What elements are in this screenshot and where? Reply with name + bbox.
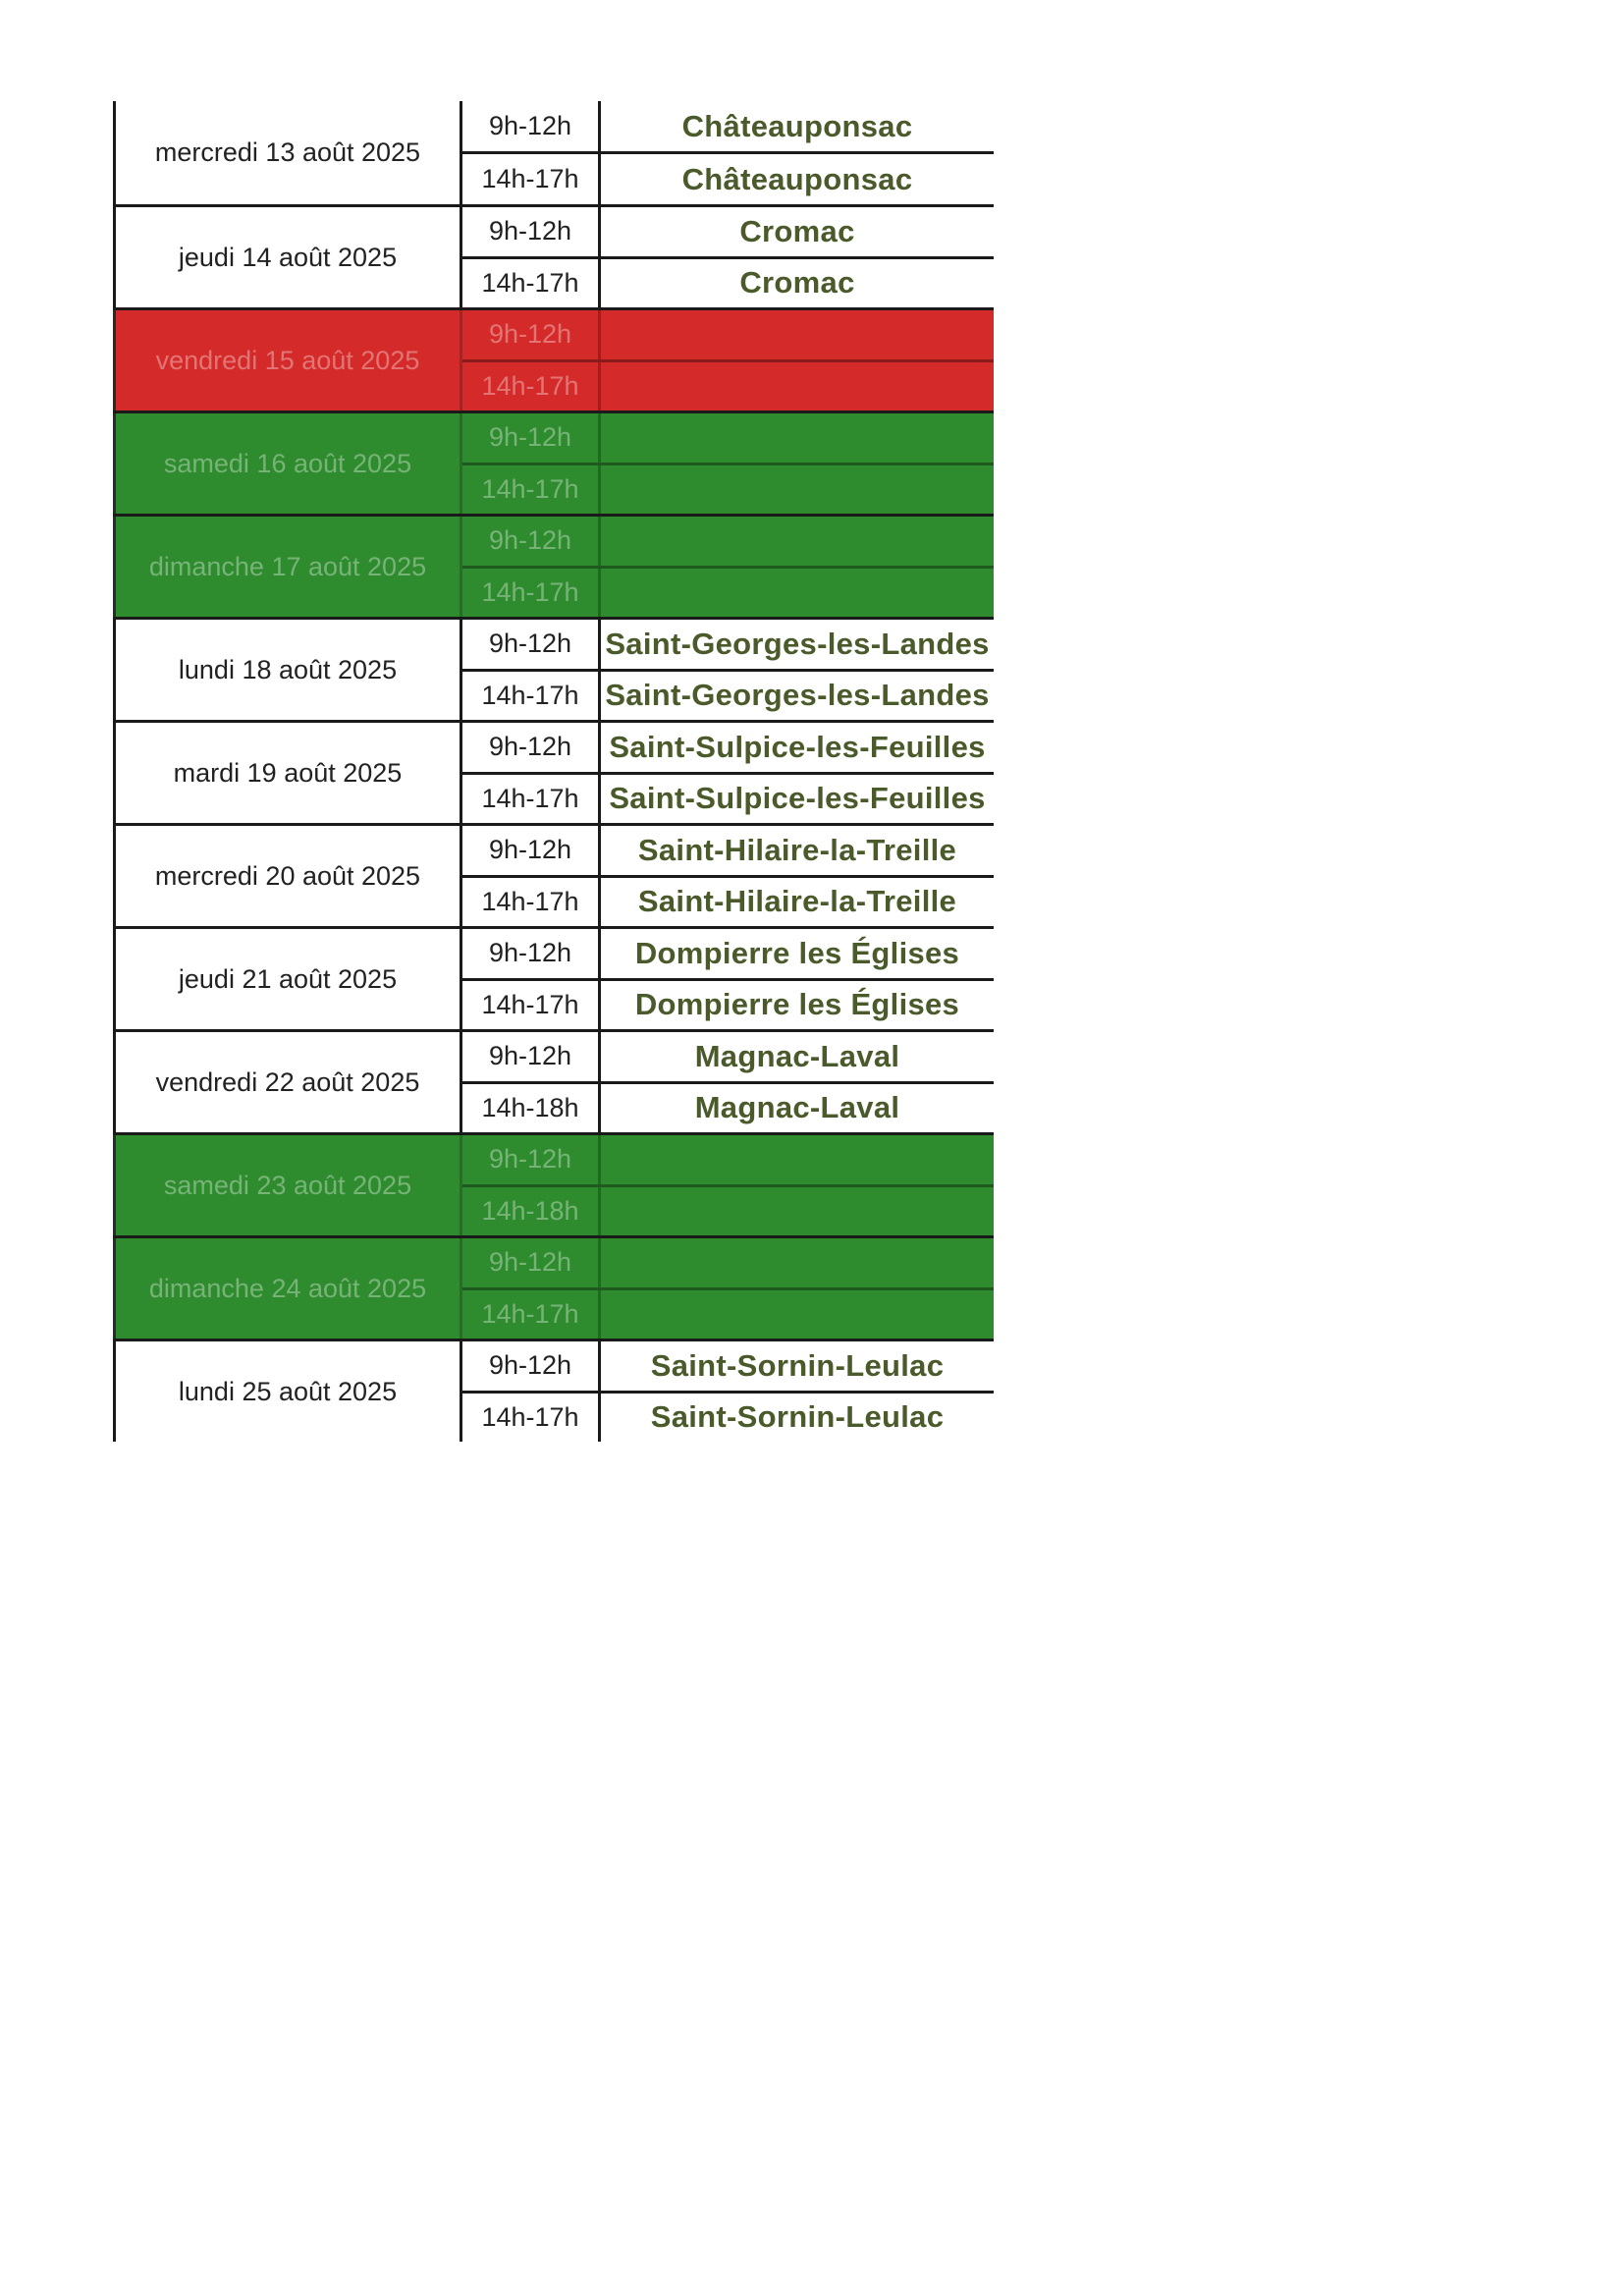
day-row <box>113 1339 994 1442</box>
day-slots <box>462 1238 994 1339</box>
slot-time: 14h-17h <box>462 569 601 618</box>
day-slots <box>462 101 994 204</box>
time-slot <box>462 620 994 672</box>
time-slot <box>462 929 994 981</box>
slot-time: 14h-17h <box>462 154 601 204</box>
slot-place: Châteauponsac <box>681 108 913 143</box>
slot-place: Saint-Georges-les-Landes <box>605 626 990 661</box>
day-row <box>113 617 994 720</box>
day-date: lundi 25 août 2025 <box>113 1341 462 1442</box>
slot-time: 14h-17h <box>462 1394 601 1443</box>
slot-time: 9h-12h <box>462 1032 601 1081</box>
day-slots <box>462 1341 994 1442</box>
day-slots <box>462 207 994 307</box>
slot-time: 9h-12h <box>462 826 601 875</box>
slot-time: 14h-17h <box>462 981 601 1030</box>
slot-place: Dompierre les Églises <box>634 935 960 970</box>
time-slot <box>462 1032 994 1084</box>
slot-time: 14h-17h <box>462 672 601 721</box>
slot-place: Saint-Sornin-Leulac <box>650 1399 945 1435</box>
time-slot <box>462 1238 994 1290</box>
slot-place: Magnac-Laval <box>694 1090 900 1125</box>
slot-time: 9h-12h <box>462 1341 601 1391</box>
slot-time: 9h-12h <box>462 517 601 566</box>
slot-time: 9h-12h <box>462 101 601 151</box>
slot-place <box>601 569 994 618</box>
time-slot <box>462 1290 994 1339</box>
day-slots <box>462 310 994 410</box>
time-slot <box>462 723 994 775</box>
slot-place: Cromac <box>739 213 855 248</box>
day-slots <box>462 826 994 926</box>
time-slot <box>462 1341 994 1394</box>
day-slots <box>462 1032 994 1132</box>
time-slot <box>462 259 994 308</box>
time-slot <box>462 101 994 154</box>
time-slot <box>462 826 994 878</box>
slot-time: 14h-17h <box>462 775 601 824</box>
day-row <box>113 1132 994 1235</box>
slot-place: Saint-Hilaire-la-Treille <box>637 884 957 919</box>
day-row <box>113 101 994 204</box>
day-date: samedi 16 août 2025 <box>113 413 462 514</box>
day-date: vendredi 22 août 2025 <box>113 1032 462 1132</box>
time-slot <box>462 775 994 824</box>
day-date: lundi 18 août 2025 <box>113 620 462 720</box>
slot-place: Saint-Sornin-Leulac <box>650 1347 945 1383</box>
schedule-table <box>113 101 994 1442</box>
time-slot <box>462 878 994 927</box>
slot-place: Magnac-Laval <box>694 1038 900 1073</box>
day-slots <box>462 517 994 617</box>
day-row <box>113 204 994 307</box>
day-date: mercredi 20 août 2025 <box>113 826 462 926</box>
slot-place <box>601 1187 994 1236</box>
slot-time: 9h-12h <box>462 310 601 359</box>
slot-place: Saint-Hilaire-la-Treille <box>637 832 957 867</box>
time-slot <box>462 310 994 362</box>
slot-time: 14h-18h <box>462 1084 601 1133</box>
slot-time: 9h-12h <box>462 1135 601 1184</box>
slot-place <box>601 1290 994 1339</box>
day-date: mercredi 13 août 2025 <box>113 101 462 204</box>
time-slot <box>462 362 994 411</box>
slot-time: 9h-12h <box>462 929 601 978</box>
day-row <box>113 823 994 926</box>
time-slot <box>462 1187 994 1236</box>
day-row <box>113 410 994 514</box>
time-slot <box>462 154 994 204</box>
day-date: dimanche 17 août 2025 <box>113 517 462 617</box>
time-slot <box>462 517 994 569</box>
slot-time: 9h-12h <box>462 620 601 669</box>
day-slots <box>462 1135 994 1235</box>
slot-time: 9h-12h <box>462 207 601 256</box>
slot-time: 14h-17h <box>462 878 601 927</box>
day-row <box>113 514 994 617</box>
day-date: jeudi 14 août 2025 <box>113 207 462 307</box>
day-row <box>113 1235 994 1339</box>
day-slots <box>462 723 994 823</box>
time-slot <box>462 207 994 259</box>
time-slot <box>462 569 994 618</box>
slot-place: Châteauponsac <box>681 161 913 196</box>
slot-place <box>601 413 994 463</box>
day-date: dimanche 24 août 2025 <box>113 1238 462 1339</box>
day-date: vendredi 15 août 2025 <box>113 310 462 410</box>
slot-place: Saint-Sulpice-les-Feuilles <box>609 729 986 764</box>
slot-place <box>601 517 994 566</box>
slot-time: 9h-12h <box>462 1238 601 1287</box>
slot-time: 14h-17h <box>462 362 601 411</box>
slot-time: 9h-12h <box>462 413 601 463</box>
day-row <box>113 1029 994 1132</box>
time-slot <box>462 1084 994 1133</box>
time-slot <box>462 465 994 515</box>
day-slots <box>462 413 994 514</box>
day-row <box>113 307 994 410</box>
slot-place <box>601 362 994 411</box>
time-slot <box>462 981 994 1030</box>
slot-time: 9h-12h <box>462 723 601 772</box>
day-row <box>113 926 994 1029</box>
slot-time: 14h-17h <box>462 465 601 515</box>
time-slot <box>462 1135 994 1187</box>
slot-time: 14h-17h <box>462 259 601 308</box>
slot-place <box>601 465 994 515</box>
day-slots <box>462 929 994 1029</box>
slot-time: 14h-17h <box>462 1290 601 1339</box>
day-date: samedi 23 août 2025 <box>113 1135 462 1235</box>
slot-place <box>601 1238 994 1287</box>
slot-time: 14h-18h <box>462 1187 601 1236</box>
day-date: mardi 19 août 2025 <box>113 723 462 823</box>
time-slot <box>462 413 994 465</box>
day-row <box>113 720 994 823</box>
day-slots <box>462 620 994 720</box>
slot-place <box>601 310 994 359</box>
time-slot <box>462 1394 994 1443</box>
slot-place: Saint-Georges-les-Landes <box>605 678 990 713</box>
time-slot <box>462 672 994 721</box>
slot-place: Dompierre les Églises <box>634 987 960 1022</box>
day-date: jeudi 21 août 2025 <box>113 929 462 1029</box>
slot-place: Saint-Sulpice-les-Feuilles <box>609 781 986 816</box>
slot-place: Cromac <box>739 265 855 301</box>
slot-place <box>601 1135 994 1184</box>
